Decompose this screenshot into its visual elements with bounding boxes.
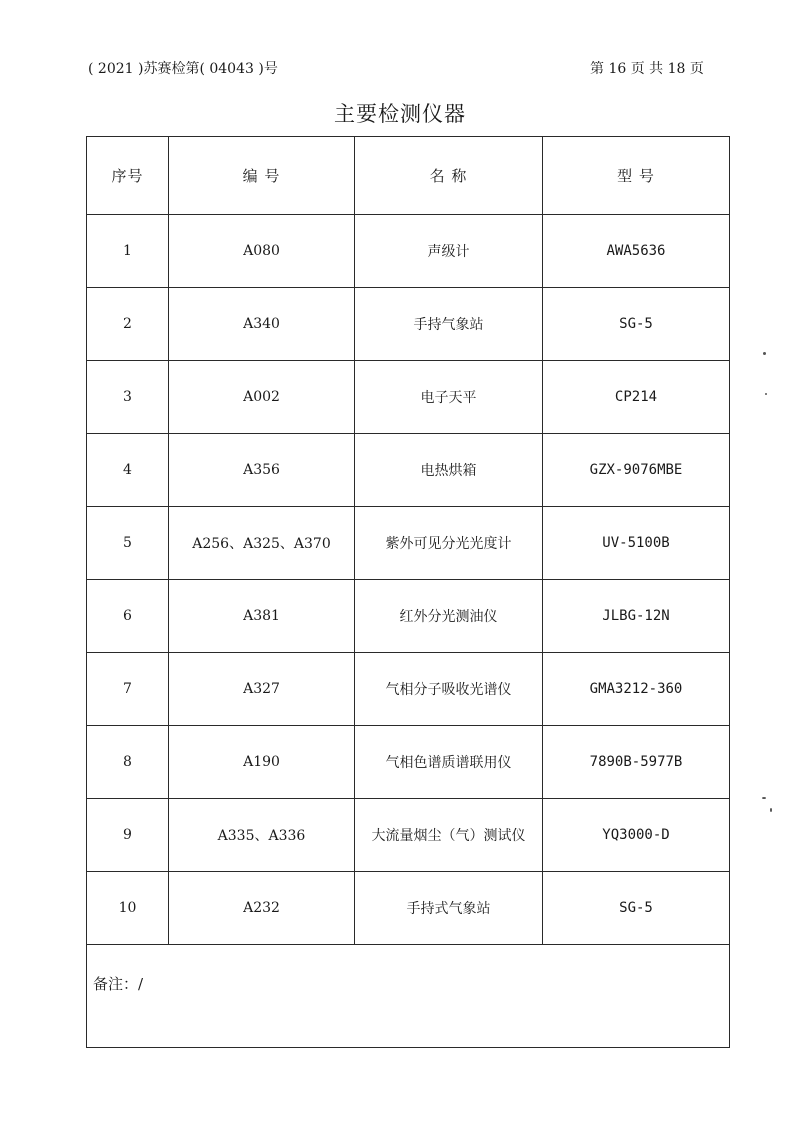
- cell-code: A340: [169, 288, 355, 361]
- cell-no: 3: [87, 361, 169, 434]
- table-row: [87, 288, 730, 361]
- cell-model: YQ3000-D: [543, 799, 730, 872]
- scan-speck: [762, 797, 766, 799]
- table-row: [87, 653, 730, 726]
- cell-no: 8: [87, 726, 169, 799]
- table-row: [87, 361, 730, 434]
- cell-name: 手持气象站: [355, 288, 543, 361]
- cell-name: 气相色谱质谱联用仪: [355, 726, 543, 799]
- cell-name: 电热烘箱: [355, 434, 543, 507]
- cell-model: CP214: [543, 361, 730, 434]
- cell-code: A080: [169, 215, 355, 288]
- cell-no: 1: [87, 215, 169, 288]
- remarks: 备注：/: [87, 945, 730, 1048]
- page-title: 主要检测仪器: [334, 102, 466, 126]
- cell-code: A335、A336: [169, 799, 355, 872]
- column-header-no: 序号: [87, 137, 169, 215]
- cell-no: 5: [87, 507, 169, 580]
- scan-speck: [770, 808, 772, 812]
- column-header-name: 名 称: [355, 137, 543, 215]
- table-header-row: [87, 137, 730, 215]
- table-row: [87, 726, 730, 799]
- cell-name: 紫外可见分光光度计: [355, 507, 543, 580]
- cell-no: 6: [87, 580, 169, 653]
- cell-model: UV-5100B: [543, 507, 730, 580]
- cell-code: A256、A325、A370: [169, 507, 355, 580]
- column-header-model: 型 号: [543, 137, 730, 215]
- cell-model: GZX-9076MBE: [543, 434, 730, 507]
- table-row: [87, 434, 730, 507]
- table-row: [87, 215, 730, 288]
- table-body: [87, 215, 730, 945]
- scan-speck: [765, 393, 767, 395]
- cell-no: 2: [87, 288, 169, 361]
- cell-code: A381: [169, 580, 355, 653]
- cell-name: 电子天平: [355, 361, 543, 434]
- cell-no: 7: [87, 653, 169, 726]
- cell-code: A190: [169, 726, 355, 799]
- cell-name: 气相分子吸收光谱仪: [355, 653, 543, 726]
- scan-speck: [763, 352, 766, 355]
- cell-no: 4: [87, 434, 169, 507]
- cell-name: 红外分光测油仪: [355, 580, 543, 653]
- page-info: 第 16 页 共 18 页: [590, 61, 704, 77]
- cell-name: 手持式气象站: [355, 872, 543, 945]
- remarks-row: [87, 945, 730, 1048]
- cell-name: 大流量烟尘（气）测试仪: [355, 799, 543, 872]
- cell-name: 声级计: [355, 215, 543, 288]
- table-row: [87, 872, 730, 945]
- cell-code: A232: [169, 872, 355, 945]
- cell-code: A002: [169, 361, 355, 434]
- column-header-code: 编 号: [169, 137, 355, 215]
- cell-model: 7890B-5977B: [543, 726, 730, 799]
- cell-code: A327: [169, 653, 355, 726]
- cell-model: JLBG-12N: [543, 580, 730, 653]
- cell-model: AWA5636: [543, 215, 730, 288]
- cell-model: SG-5: [543, 872, 730, 945]
- instrument-table: [86, 136, 730, 1048]
- cell-model: GMA3212-360: [543, 653, 730, 726]
- cell-no: 9: [87, 799, 169, 872]
- table-row: [87, 507, 730, 580]
- report-number: ( 2021 )苏赛检第( 04043 )号: [88, 61, 278, 77]
- cell-code: A356: [169, 434, 355, 507]
- cell-no: 10: [87, 872, 169, 945]
- table-row: [87, 580, 730, 653]
- cell-model: SG-5: [543, 288, 730, 361]
- table-row: [87, 799, 730, 872]
